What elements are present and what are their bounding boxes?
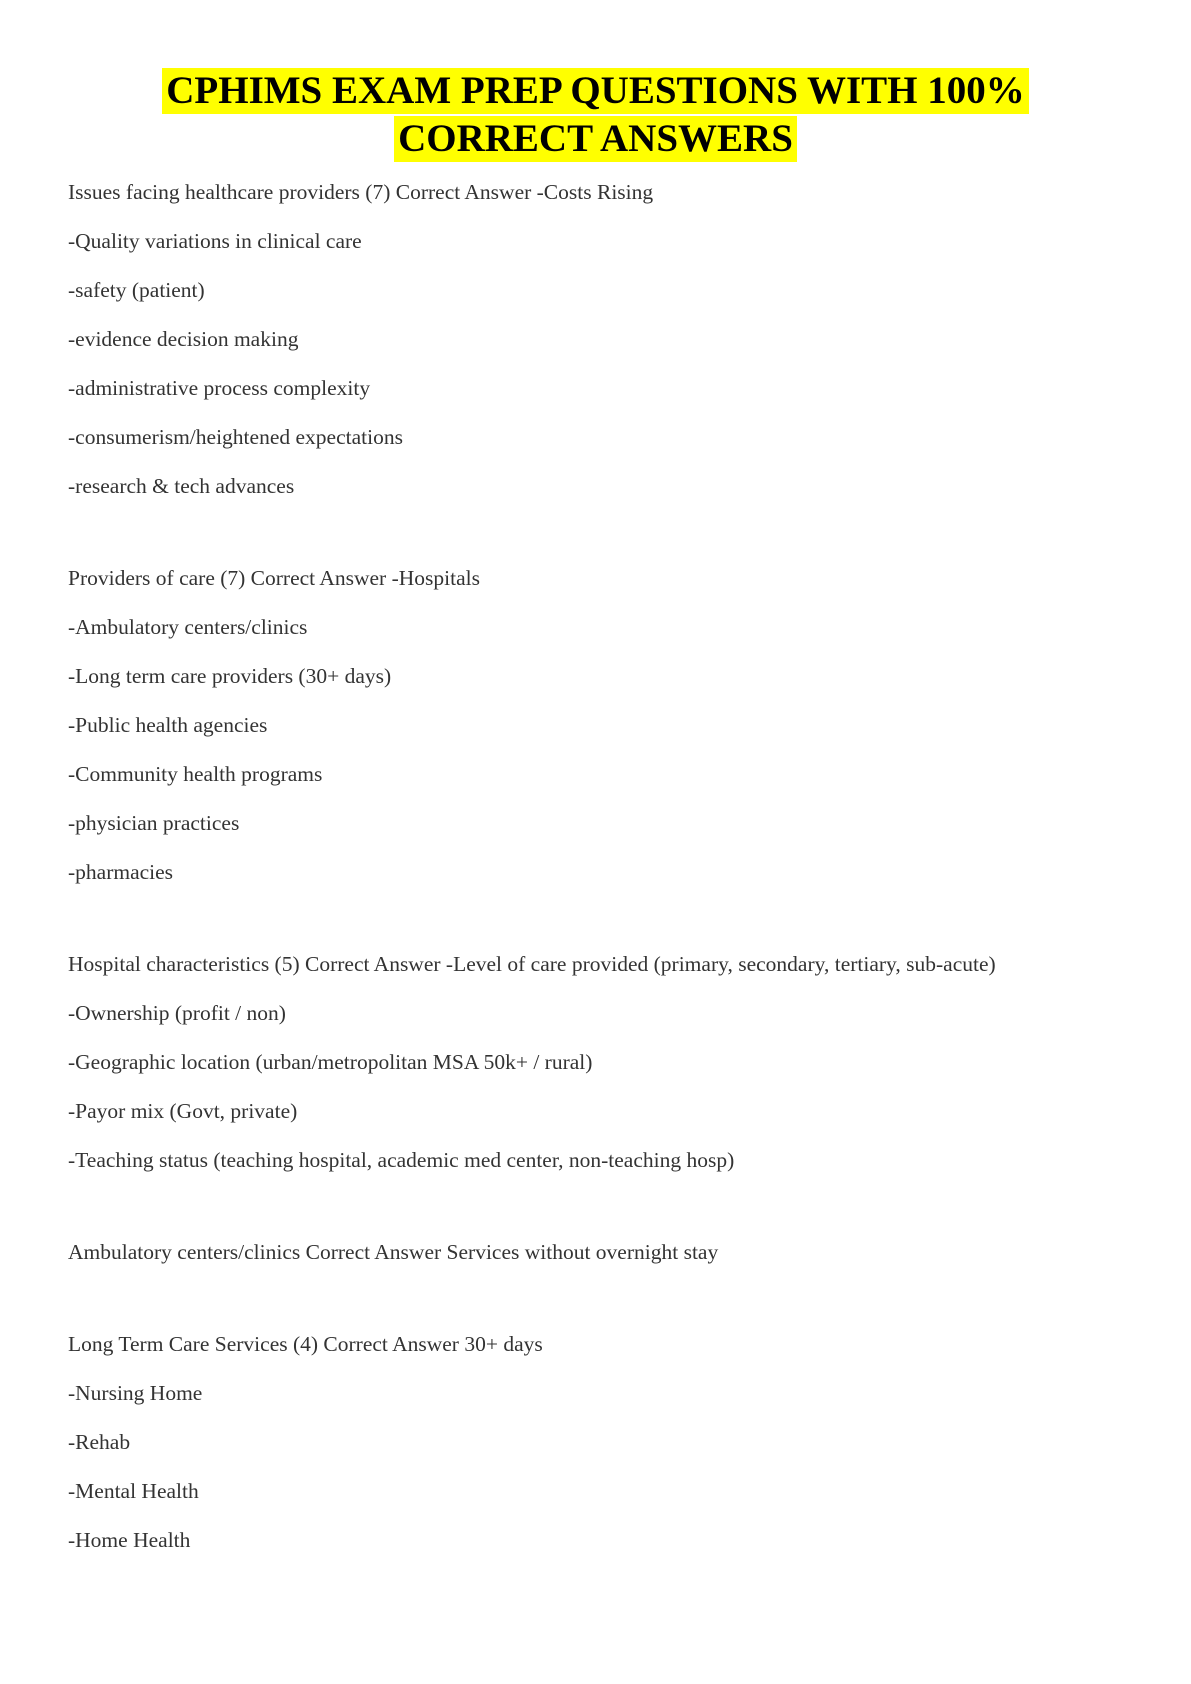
answer-line: -Nursing Home bbox=[68, 1381, 203, 1405]
answer-line: -evidence decision making bbox=[68, 327, 299, 351]
question-line: Providers of care (7) Correct Answer -Hospitals bbox=[68, 566, 480, 590]
section-gap bbox=[68, 1197, 1148, 1240]
answer-line: -Mental Health bbox=[68, 1479, 199, 1503]
answer-line: -pharmacies bbox=[68, 860, 174, 884]
question-line: Long Term Care Services (4) Correct Answer 30+ days bbox=[68, 1332, 543, 1356]
title-line-1: CPHIMS EXAM PREP QUESTIONS WITH 100% bbox=[162, 68, 1028, 114]
section-gap bbox=[68, 1289, 1148, 1332]
question-line: Hospital characteristics (5) Correct Answer -Level of care provided (primary, secondary, tertiary, sub-acute) bbox=[68, 952, 996, 976]
document-title bbox=[0, 68, 1191, 164]
answer-line: -safety (patient) bbox=[68, 278, 205, 302]
question-line: Issues facing healthcare providers (7) Correct Answer -Costs Rising bbox=[68, 180, 654, 204]
section-gap bbox=[68, 909, 1148, 952]
document-body bbox=[68, 180, 1148, 1577]
question-ambulatory-centers bbox=[68, 1240, 1148, 1289]
answer-line: -Home Health bbox=[68, 1528, 191, 1552]
answer-line: -Rehab bbox=[68, 1430, 131, 1454]
section-gap bbox=[68, 523, 1148, 566]
answer-line: -Payor mix (Govt, private) bbox=[68, 1099, 298, 1123]
answer-line: -Ownership (profit / non) bbox=[68, 1001, 286, 1025]
question-providers-of-care bbox=[68, 566, 1148, 909]
question-issues-facing-providers bbox=[68, 180, 1148, 523]
answer-line: -Community health programs bbox=[68, 762, 323, 786]
answer-line: -Geographic location (urban/metropolitan MSA 50k+ / rural) bbox=[68, 1050, 593, 1074]
answer-line: -administrative process complexity bbox=[68, 376, 371, 400]
answer-line: -physician practices bbox=[68, 811, 240, 835]
question-hospital-characteristics bbox=[68, 952, 1148, 1197]
answer-line: -Public health agencies bbox=[68, 713, 268, 737]
answer-line: -research & tech advances bbox=[68, 474, 295, 498]
answer-line: -Ambulatory centers/clinics bbox=[68, 615, 308, 639]
answer-line: -consumerism/heightened expectations bbox=[68, 425, 403, 449]
answer-line: -Long term care providers (30+ days) bbox=[68, 664, 392, 688]
question-long-term-care-services bbox=[68, 1332, 1148, 1577]
answer-line: -Quality variations in clinical care bbox=[68, 229, 362, 253]
title-line-2: CORRECT ANSWERS bbox=[394, 116, 797, 162]
question-line: Ambulatory centers/clinics Correct Answer Services without overnight stay bbox=[68, 1240, 719, 1264]
answer-line: -Teaching status (teaching hospital, academic med center, non-teaching hosp) bbox=[68, 1148, 735, 1172]
